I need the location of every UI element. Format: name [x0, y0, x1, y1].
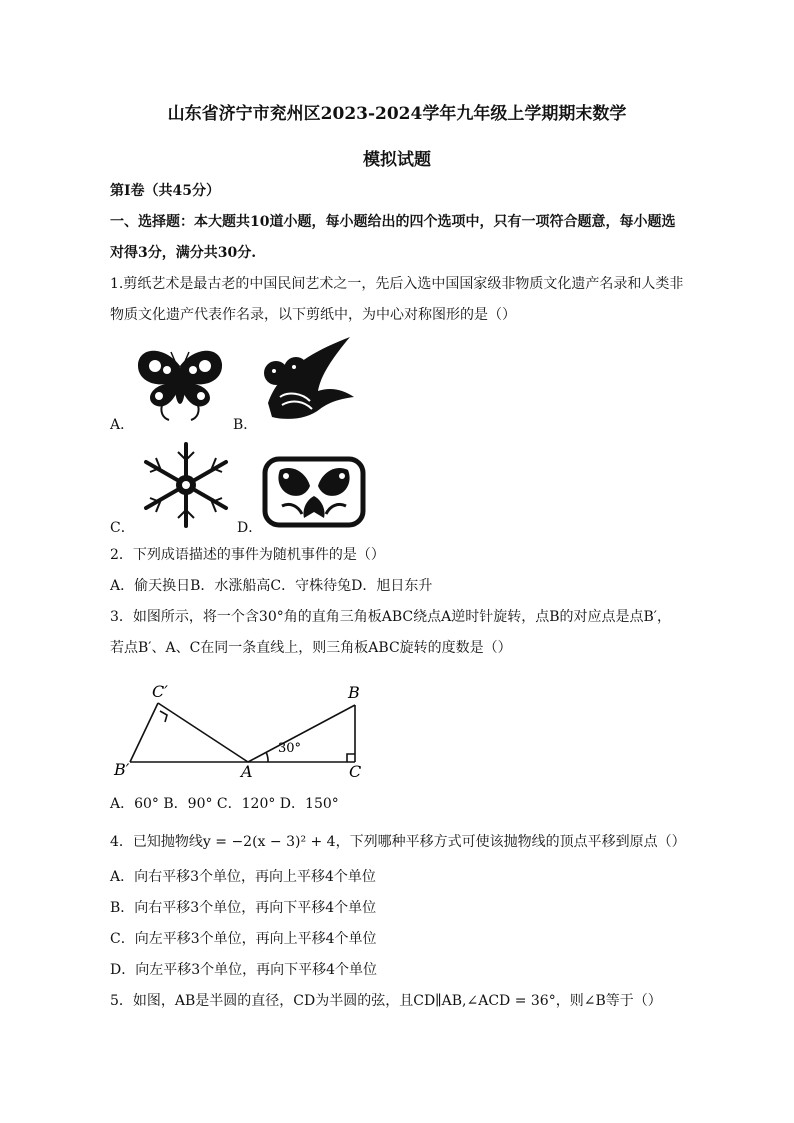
label-angle-30: 30°: [278, 741, 302, 756]
q1-option-a-label: A．: [110, 417, 135, 433]
label-c: C: [349, 762, 362, 778]
exam-title-line1: 山东省济宁市兖州区2023-2024学年九年级上学期期末数学: [167, 104, 627, 124]
label-b-prime: B′: [114, 760, 130, 778]
part1-instruction-line1: 一、选择题：本大题共10道小题，每小题给出的四个选项中，只有一项符合题意，每小题选: [110, 214, 676, 230]
q3-rotation-figure: [110, 678, 380, 778]
part1-instruction-line2: 对得3分，满分共30分.: [110, 245, 257, 261]
section-heading: 第Ⅰ卷（共45分）: [110, 183, 221, 199]
q5-stem: 5．如图，AB是半圆的直径，CD为半圆的弦，且CD∥AB,∠ACD = 36°，则∠B等于（）: [110, 993, 662, 1009]
q2-options: A．偷天换日B．水涨船高C．守株待兔D．旭日东升: [110, 578, 433, 594]
label-a: A: [241, 762, 253, 778]
q2-stem: 2．下列成语描述的事件为随机事件的是（）: [110, 547, 385, 563]
q1-option-c-label: C．: [110, 520, 135, 536]
q3-stem-line2: 若点B′、A、C在同一条直线上，则三角板ABC旋转的度数是（）: [110, 640, 512, 656]
q1-option-d-label: D．: [237, 520, 263, 536]
exam-title-line2: 模拟试题: [363, 150, 431, 170]
q1-stem-line1: 1.剪纸艺术是最古老的中国民间艺术之一，先后入选中国国家级非物质文化遗产名录和人类非: [110, 276, 684, 292]
label-c-prime: C′: [152, 682, 168, 701]
fish-papercut-image: [262, 456, 366, 528]
butterfly-papercut-image: [135, 346, 225, 422]
q4-stem: 4．已知抛物线y = −2(x − 3)² + 4，下列哪种平移方式可使该抛物线的顶点平移到原点（）: [110, 834, 686, 850]
q4-option-a: A．向右平移3个单位，再向上平移4个单位: [110, 869, 376, 885]
q1-stem-line2: 物质文化遗产代表作名录，以下剪纸中，为中心对称图形的是（）: [110, 307, 516, 323]
q4-option-d: D．向左平移3个单位，再向下平移4个单位: [110, 962, 378, 978]
q3-stem-line1: 3．如图所示，将一个含30°角的直角三角板ABC绕点A逆时针旋转，点B的对应点是点B′，: [110, 609, 671, 625]
label-b: B: [348, 683, 360, 702]
q4-option-b: B．向右平移3个单位，再向下平移4个单位: [110, 900, 377, 916]
q1-option-b-label: B．: [233, 417, 258, 433]
swallow-papercut-image: [258, 333, 356, 423]
q3-options: A．60° B．90° C．120° D．150°: [110, 796, 339, 812]
q4-option-c: C．向左平移3个单位，再向上平移4个单位: [110, 931, 377, 947]
snowflake-papercut-image: [136, 440, 236, 530]
